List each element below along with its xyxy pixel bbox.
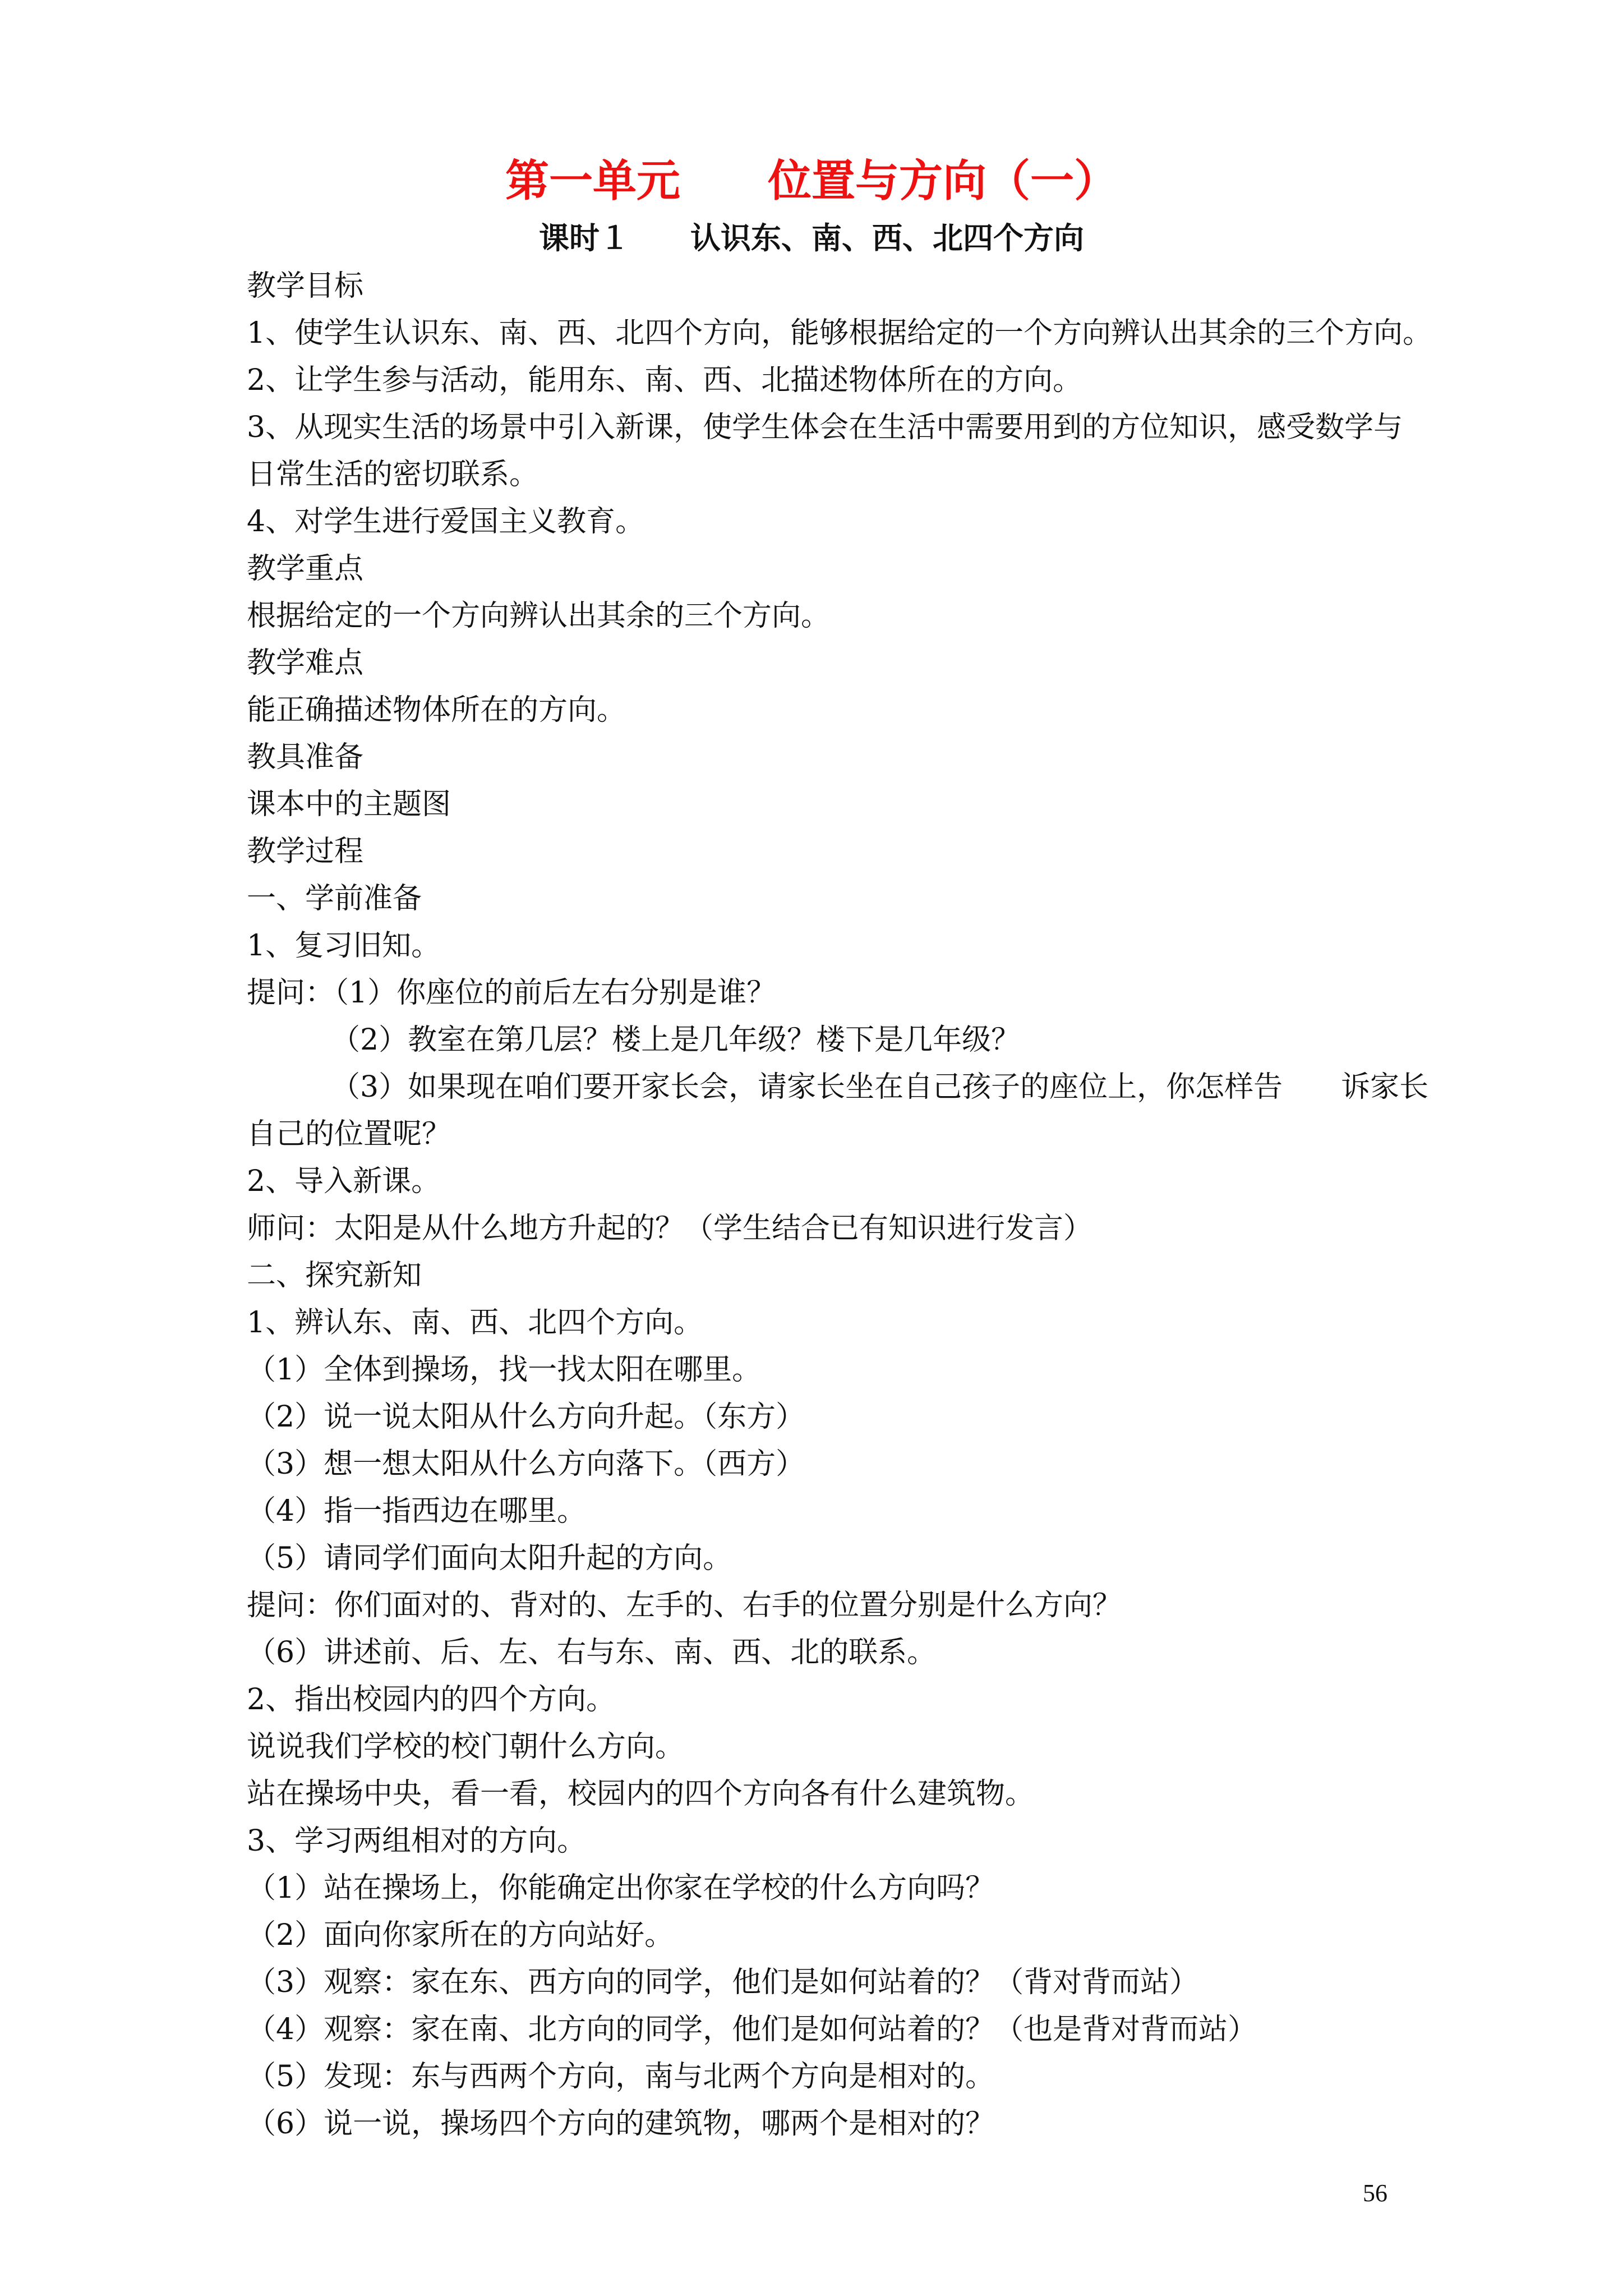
body-line: 课本中的主题图 xyxy=(247,788,451,821)
body-line: （3）观察：家在东、西方向的同学，他们是如何站着的？（背对背而站） xyxy=(247,1966,1199,1999)
body-line: （4）观察：家在南、北方向的同学，他们是如何站着的？（也是背对背而站） xyxy=(247,2013,1257,2046)
body-line: 站在操场中央，看一看，校园内的四个方向各有什么建筑物。 xyxy=(247,1777,1035,1811)
body-line: 1、使学生认识东、南、西、北四个方向，能够根据给定的一个方向辨认出其余的三个方向。 xyxy=(247,316,1432,350)
body-line: 二、探究新知 xyxy=(247,1259,422,1292)
body-line: （2）面向你家所在的方向站好。 xyxy=(247,1918,674,1952)
body-line: 1、辨认东、南、西、北四个方向。 xyxy=(247,1306,703,1340)
body-line: 根据给定的一个方向辨认出其余的三个方向。 xyxy=(247,599,831,633)
body-line: 2、指出校园内的四个方向。 xyxy=(247,1683,616,1717)
body-line: 提问：你们面对的、背对的、左手的、右手的位置分别是什么方向？ xyxy=(247,1589,1122,1622)
body-line: 2、让学生参与活动，能用东、南、西、北描述物体所在的方向。 xyxy=(247,364,1082,397)
body-line: 师问：太阳是从什么地方升起的？（学生结合已有知识进行发言） xyxy=(247,1212,1093,1245)
body-line: 教具准备 xyxy=(247,740,364,774)
body-line: 3、从现实生活的场景中引入新课，使学生体会在生活中需要用到的方位知识，感受数学与 xyxy=(247,411,1403,444)
lesson-subtitle: 课时１ 认识东、南、西、北四个方向 xyxy=(539,220,1084,256)
body-line: （4）指一指西边在哪里。 xyxy=(247,1494,587,1528)
body-line: 提问：（1）你座位的前后左右分别是谁？ xyxy=(247,976,776,1010)
body-line: （6）说一说，操场四个方向的建筑物，哪两个是相对的？ xyxy=(247,2107,995,2141)
body-line: （1）全体到操场，找一找太阳在哪里。 xyxy=(247,1353,762,1387)
body-line: （6）讲述前、后、左、右与东、南、西、北的联系。 xyxy=(247,1636,937,1669)
unit-title: 第一单元 位置与方向（一） xyxy=(505,156,1118,206)
body-line: 1、复习旧知。 xyxy=(247,929,441,963)
body-line: 教学目标 xyxy=(247,269,364,303)
body-line: （3）如果现在咱们要开家长会，请家长坐在自己孩子的座位上，你怎样告 诉家长 xyxy=(331,1070,1429,1104)
body-line: 教学重点 xyxy=(247,552,364,586)
body-line: 4、对学生进行爱国主义教育。 xyxy=(247,505,645,539)
body-line: （2）教室在第几层？楼上是几年级？楼下是几年级？ xyxy=(331,1023,1021,1057)
body-line: 教学过程 xyxy=(247,835,364,868)
body-line: 一、学前准备 xyxy=(247,882,422,915)
body-line: 日常生活的密切联系。 xyxy=(247,458,539,491)
body-line: （2）说一说太阳从什么方向升起。（东方） xyxy=(247,1400,805,1434)
body-line: 2、导入新课。 xyxy=(247,1165,441,1198)
body-line: （3）想一想太阳从什么方向落下。（西方） xyxy=(247,1447,805,1481)
body-line: （5）请同学们面向太阳升起的方向。 xyxy=(247,1542,732,1575)
body-line: 3、学习两组相对的方向。 xyxy=(247,1824,587,1858)
body-line: 说说我们学校的校门朝什么方向。 xyxy=(247,1730,685,1764)
body-line: 自己的位置呢？ xyxy=(247,1117,451,1151)
body-line: （5）发现：东与西两个方向，南与北两个方向是相对的。 xyxy=(247,2060,995,2093)
body-line: （1）站在操场上，你能确定出你家在学校的什么方向吗？ xyxy=(247,1871,995,1905)
page-number: 56 xyxy=(1363,2179,1387,2207)
lesson-body xyxy=(247,263,1436,2147)
body-line: 教学难点 xyxy=(247,646,364,680)
body-line: 能正确描述物体所在的方向。 xyxy=(247,693,626,727)
